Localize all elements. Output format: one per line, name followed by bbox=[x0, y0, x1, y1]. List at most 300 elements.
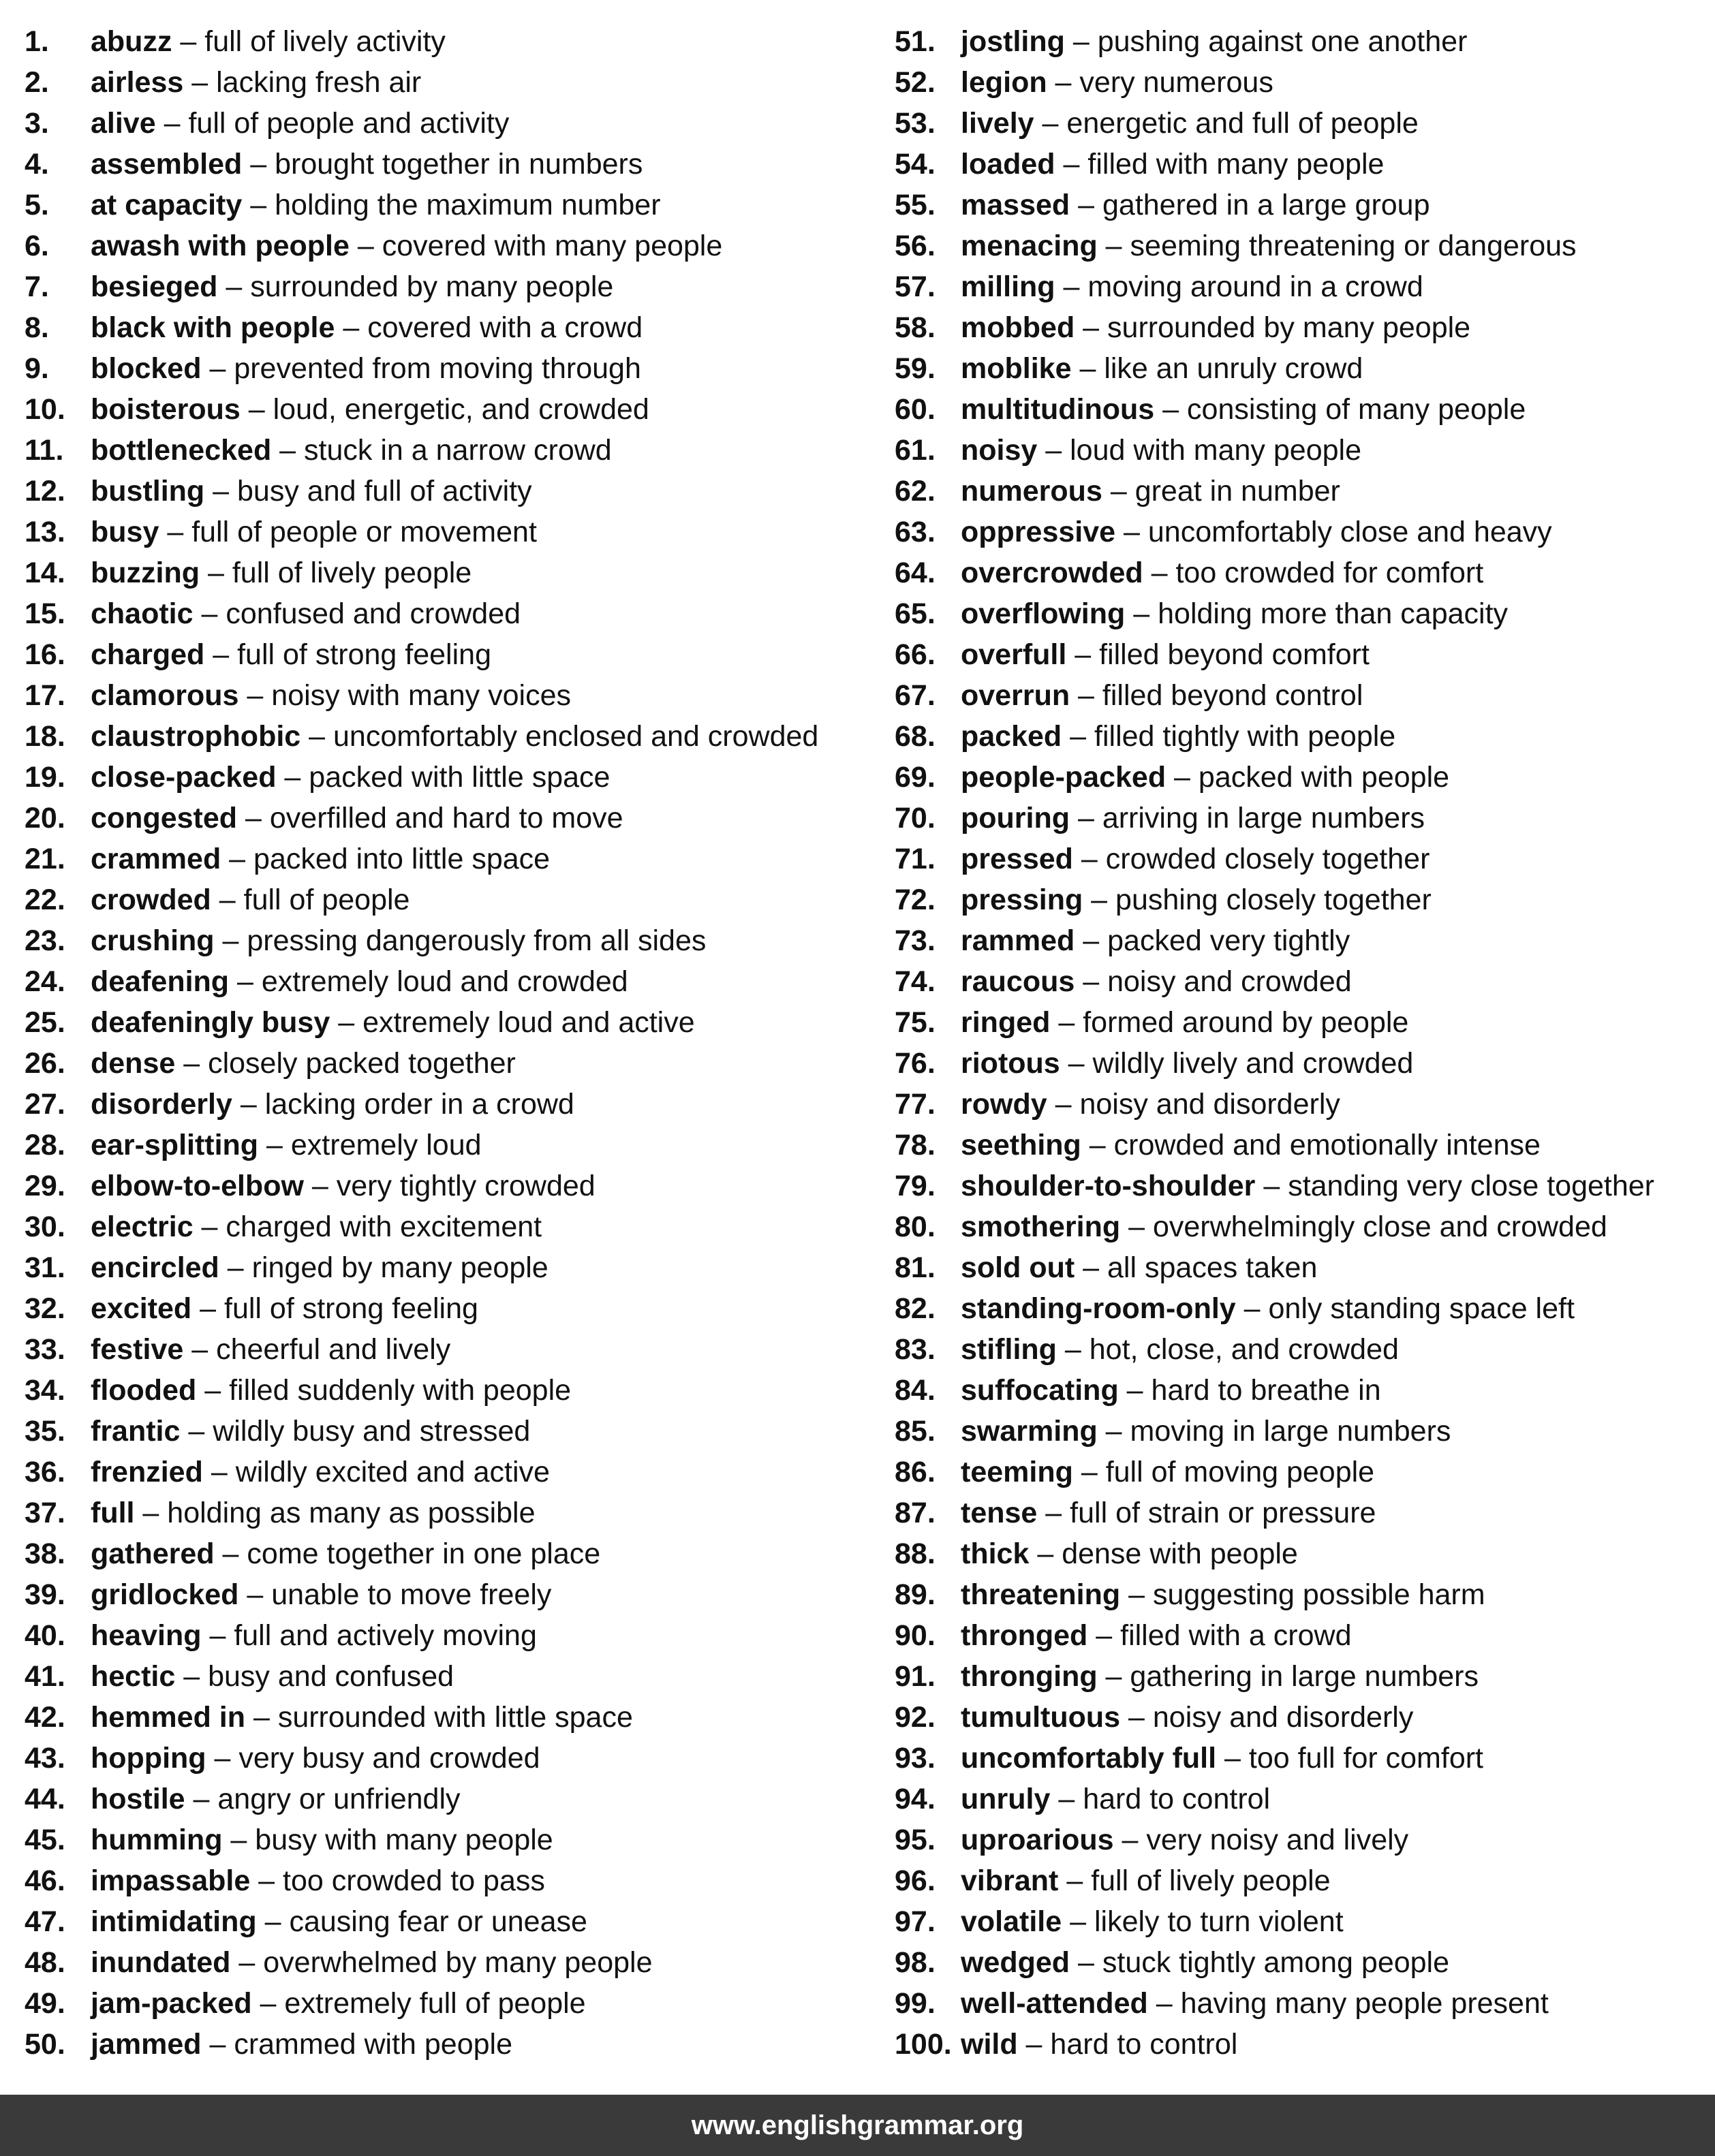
list-item bbox=[895, 716, 1712, 757]
list-item-definition: wildly busy and stressed bbox=[213, 1415, 531, 1448]
list-item-separator: – bbox=[237, 802, 270, 834]
list-item-word: hopping bbox=[91, 1742, 206, 1775]
list-item-definition: too full for comfort bbox=[1248, 1742, 1484, 1775]
list-item-number: 76. bbox=[895, 1047, 936, 1080]
list-item bbox=[895, 1206, 1712, 1247]
list-item-word: humming bbox=[91, 1824, 223, 1856]
list-item bbox=[895, 1125, 1712, 1166]
list-item bbox=[895, 225, 1712, 266]
list-item-word: overrun bbox=[961, 679, 1070, 712]
list-item-number: 31. bbox=[25, 1251, 65, 1284]
list-item-number: 30. bbox=[25, 1210, 65, 1243]
list-item bbox=[895, 879, 1712, 920]
list-item-number: 7. bbox=[25, 270, 49, 303]
list-item bbox=[895, 1084, 1712, 1125]
list-item-definition: full of strong feeling bbox=[237, 638, 491, 671]
list-item-separator: – bbox=[1143, 557, 1176, 589]
list-item-definition: filled tightly with people bbox=[1094, 720, 1396, 753]
list-item-definition: covered with many people bbox=[382, 230, 723, 262]
list-item bbox=[895, 21, 1712, 62]
list-item-definition: great in number bbox=[1134, 475, 1340, 507]
list-item-word: congested bbox=[91, 802, 238, 834]
list-item-definition: full of people bbox=[243, 884, 410, 916]
list-item-number: 8. bbox=[25, 311, 49, 344]
list-item bbox=[25, 552, 876, 593]
list-item bbox=[25, 757, 876, 798]
list-item-number: 29. bbox=[25, 1170, 65, 1202]
list-item-number: 86. bbox=[895, 1456, 936, 1488]
list-item-definition: pressing dangerously from all sides bbox=[247, 924, 707, 957]
list-item-number: 38. bbox=[25, 1537, 65, 1570]
list-item-number: 100. bbox=[895, 2028, 952, 2061]
list-item-definition: packed with people bbox=[1198, 761, 1450, 794]
list-item bbox=[895, 1043, 1712, 1084]
list-item-number: 72. bbox=[895, 884, 936, 916]
list-item bbox=[25, 266, 876, 307]
list-item-separator: – bbox=[1097, 230, 1130, 262]
list-item-word: charged bbox=[91, 638, 205, 671]
list-item-number: 48. bbox=[25, 1946, 65, 1979]
list-item-definition: packed into little space bbox=[253, 843, 551, 875]
list-item-word: abuzz bbox=[91, 25, 172, 58]
list-item bbox=[895, 1697, 1712, 1738]
list-item-definition: lacking order in a crowd bbox=[264, 1088, 574, 1121]
footer-banner bbox=[0, 2095, 1715, 2156]
list-item-number: 79. bbox=[895, 1170, 936, 1202]
list-item bbox=[25, 1288, 876, 1329]
list-item-definition: lacking fresh air bbox=[216, 66, 422, 99]
list-item-separator: – bbox=[1072, 1456, 1106, 1488]
list-item-separator: – bbox=[180, 1415, 213, 1448]
list-item-number: 37. bbox=[25, 1497, 65, 1529]
list-item-definition: noisy and crowded bbox=[1107, 965, 1352, 998]
list-item-word: smothering bbox=[961, 1210, 1121, 1243]
list-item-number: 44. bbox=[25, 1783, 65, 1815]
list-item bbox=[25, 2024, 876, 2065]
list-item-separator: – bbox=[229, 965, 262, 998]
list-item-word: volatile bbox=[961, 1905, 1062, 1938]
list-item-word: deafeningly busy bbox=[91, 1006, 330, 1039]
list-item-word: chaotic bbox=[91, 597, 194, 630]
list-item bbox=[895, 839, 1712, 879]
list-item bbox=[25, 716, 876, 757]
list-item bbox=[25, 1084, 876, 1125]
list-item-number: 55. bbox=[895, 189, 936, 221]
list-item-separator: – bbox=[1037, 434, 1070, 467]
list-item-number: 52. bbox=[895, 66, 936, 99]
list-item bbox=[25, 21, 876, 62]
list-item-number: 24. bbox=[25, 965, 65, 998]
list-item-number: 96. bbox=[895, 1864, 936, 1897]
list-item-separator: – bbox=[1070, 802, 1102, 834]
list-item bbox=[25, 1247, 876, 1288]
list-item-definition: filled beyond control bbox=[1102, 679, 1363, 712]
list-item-number: 19. bbox=[25, 761, 65, 794]
list-item-definition: holding as many as possible bbox=[167, 1497, 536, 1529]
list-item-word: overflowing bbox=[961, 597, 1126, 630]
list-item-word: thronged bbox=[961, 1619, 1088, 1652]
list-item-definition: all spaces taken bbox=[1107, 1251, 1318, 1284]
list-item-separator: – bbox=[206, 1742, 239, 1775]
list-item-definition: very numerous bbox=[1079, 66, 1273, 99]
list-item-number: 87. bbox=[895, 1497, 936, 1529]
list-item-definition: hard to breathe in bbox=[1151, 1374, 1381, 1407]
list-item-word: crowded bbox=[91, 884, 211, 916]
list-item-definition: standing very close together bbox=[1288, 1170, 1655, 1202]
list-item bbox=[25, 389, 876, 430]
list-item-separator: – bbox=[1047, 1088, 1080, 1121]
list-item-word: festive bbox=[91, 1333, 184, 1366]
list-item-word: excited bbox=[91, 1292, 192, 1325]
list-item-number: 20. bbox=[25, 802, 65, 834]
list-item-separator: – bbox=[1062, 720, 1095, 753]
list-item-word: elbow-to-elbow bbox=[91, 1170, 304, 1202]
list-item-separator: – bbox=[1055, 270, 1088, 303]
list-item bbox=[895, 1656, 1712, 1697]
list-item-definition: hard to control bbox=[1083, 1783, 1271, 1815]
list-item-separator: – bbox=[1120, 1701, 1153, 1734]
list-item-definition: charged with excitement bbox=[226, 1210, 542, 1243]
list-item-definition: confused and crowded bbox=[226, 597, 521, 630]
list-item-word: crammed bbox=[91, 843, 221, 875]
list-item-number: 69. bbox=[895, 761, 936, 794]
list-item-number: 97. bbox=[895, 1905, 936, 1938]
list-item-definition: extremely loud and crowded bbox=[261, 965, 628, 998]
list-item-separator: – bbox=[242, 189, 275, 221]
list-item-definition: formed around by people bbox=[1083, 1006, 1409, 1039]
list-item-definition: overfilled and hard to move bbox=[269, 802, 623, 834]
list-item-definition: packed very tightly bbox=[1107, 924, 1350, 957]
list-item-number: 74. bbox=[895, 965, 936, 998]
list-item bbox=[25, 593, 876, 634]
list-item-word: uncomfortably full bbox=[961, 1742, 1217, 1775]
list-item-word: well-attended bbox=[961, 1987, 1148, 2020]
list-item-definition: crowded closely together bbox=[1105, 843, 1430, 875]
list-item bbox=[895, 593, 1712, 634]
list-item-number: 64. bbox=[895, 557, 936, 589]
list-item bbox=[25, 348, 876, 389]
list-item-separator: – bbox=[258, 1129, 291, 1161]
list-item-separator: – bbox=[159, 516, 192, 548]
list-item-separator: – bbox=[1087, 1619, 1121, 1652]
list-item bbox=[25, 1983, 876, 2024]
list-item-number: 22. bbox=[25, 884, 65, 916]
list-item-definition: crowded and emotionally intense bbox=[1113, 1129, 1541, 1161]
list-item-number: 34. bbox=[25, 1374, 65, 1407]
list-item-number: 23. bbox=[25, 924, 65, 957]
list-item-definition: like an unruly crowd bbox=[1104, 352, 1363, 385]
list-item-word: milling bbox=[961, 270, 1055, 303]
list-item-number: 80. bbox=[895, 1210, 936, 1243]
list-item-separator: – bbox=[1050, 1783, 1083, 1815]
list-item-number: 11. bbox=[25, 434, 64, 467]
list-item-separator: – bbox=[1097, 1415, 1130, 1448]
list-item bbox=[25, 798, 876, 839]
list-item-separator: – bbox=[1075, 1251, 1108, 1284]
list-item bbox=[895, 512, 1712, 552]
list-item-word: bottlenecked bbox=[91, 434, 272, 467]
list-item-definition: surrounded with little space bbox=[277, 1701, 633, 1734]
list-item-word: seething bbox=[961, 1129, 1081, 1161]
list-item-definition: full of strain or pressure bbox=[1070, 1497, 1376, 1529]
list-item-number: 51. bbox=[895, 25, 936, 58]
list-item bbox=[895, 62, 1712, 103]
list-item-separator: – bbox=[222, 1824, 256, 1856]
list-item-number: 9. bbox=[25, 352, 49, 385]
list-item-word: loaded bbox=[961, 148, 1055, 181]
list-item bbox=[25, 1779, 876, 1819]
list-item bbox=[25, 1411, 876, 1452]
list-item-separator: – bbox=[335, 311, 368, 344]
list-item-definition: full of strong feeling bbox=[224, 1292, 478, 1325]
list-item-separator: – bbox=[1062, 1905, 1094, 1938]
list-item-definition: hard to control bbox=[1050, 2028, 1238, 2061]
list-item-definition: surrounded by many people bbox=[1107, 311, 1471, 344]
list-item-definition: suggesting possible harm bbox=[1152, 1578, 1485, 1611]
list-item-number: 75. bbox=[895, 1006, 936, 1039]
list-item bbox=[25, 512, 876, 552]
list-item-number: 66. bbox=[895, 638, 936, 671]
list-item-separator: – bbox=[1075, 311, 1108, 344]
list-item-separator: – bbox=[1071, 352, 1104, 385]
list-item-separator: – bbox=[1120, 1578, 1153, 1611]
list-item-number: 93. bbox=[895, 1742, 936, 1775]
list-item-word: full bbox=[91, 1497, 135, 1529]
list-item-word: intimidating bbox=[91, 1905, 257, 1938]
list-item-separator: – bbox=[1058, 1864, 1092, 1897]
list-item bbox=[895, 1615, 1712, 1656]
list-item-definition: moving around in a crowd bbox=[1087, 270, 1423, 303]
list-item-word: standing-room-only bbox=[961, 1292, 1236, 1325]
list-item-number: 27. bbox=[25, 1088, 65, 1121]
list-item-number: 57. bbox=[895, 270, 936, 303]
list-item-word: teeming bbox=[961, 1456, 1073, 1488]
list-item-separator: – bbox=[175, 1047, 208, 1080]
list-item-definition: very noisy and lively bbox=[1146, 1824, 1409, 1856]
list-item-separator: – bbox=[1029, 1537, 1062, 1570]
list-item-definition: busy and full of activity bbox=[237, 475, 532, 507]
list-item-word: disorderly bbox=[91, 1088, 232, 1121]
list-item-word: bustling bbox=[91, 475, 205, 507]
list-item-separator: – bbox=[1075, 924, 1108, 957]
list-item-word: people-packed bbox=[961, 761, 1166, 794]
list-item-word: lively bbox=[961, 107, 1034, 140]
list-item-separator: – bbox=[1070, 679, 1102, 712]
list-item-definition: uncomfortably close and heavy bbox=[1147, 516, 1552, 548]
list-item-number: 78. bbox=[895, 1129, 936, 1161]
list-item bbox=[895, 1329, 1712, 1370]
list-item-separator: – bbox=[201, 2028, 234, 2061]
list-item bbox=[25, 62, 876, 103]
list-item-separator: – bbox=[191, 1292, 225, 1325]
list-item-separator: – bbox=[1056, 1333, 1090, 1366]
list-item-separator: – bbox=[303, 1170, 337, 1202]
list-item-separator: – bbox=[172, 25, 205, 58]
list-item-separator: – bbox=[1055, 148, 1088, 181]
list-item bbox=[25, 1452, 876, 1493]
list-item-word: ringed bbox=[961, 1006, 1051, 1039]
list-item-word: dense bbox=[91, 1047, 176, 1080]
list-item-separator: – bbox=[1060, 1047, 1093, 1080]
list-item-separator: – bbox=[230, 1946, 264, 1979]
list-item-separator: – bbox=[240, 393, 273, 426]
list-item-number: 26. bbox=[25, 1047, 65, 1080]
list-item bbox=[895, 961, 1712, 1002]
list-item-separator: – bbox=[217, 270, 251, 303]
list-item bbox=[895, 757, 1712, 798]
list-item-number: 81. bbox=[895, 1251, 936, 1284]
list-item bbox=[895, 1738, 1712, 1779]
word-list-column-right bbox=[895, 21, 1712, 2065]
list-item-word: jammed bbox=[91, 2028, 202, 2061]
list-item-separator: – bbox=[214, 1537, 247, 1570]
list-item-separator: – bbox=[1083, 884, 1116, 916]
list-item-definition: seeming threatening or dangerous bbox=[1130, 230, 1577, 262]
list-item-separator: – bbox=[202, 1456, 236, 1488]
list-item-number: 25. bbox=[25, 1006, 65, 1039]
list-item bbox=[25, 1738, 876, 1779]
list-item-number: 84. bbox=[895, 1374, 936, 1407]
list-item-number: 18. bbox=[25, 720, 65, 753]
list-item-number: 88. bbox=[895, 1537, 936, 1570]
list-item-word: ear-splitting bbox=[91, 1129, 259, 1161]
list-item bbox=[895, 1452, 1712, 1493]
list-item-word: flooded bbox=[91, 1374, 197, 1407]
list-item-number: 33. bbox=[25, 1333, 65, 1366]
list-item-definition: full of people or movement bbox=[191, 516, 537, 548]
list-item bbox=[895, 1779, 1712, 1819]
list-item-definition: pushing against one another bbox=[1097, 25, 1468, 58]
list-item bbox=[895, 552, 1712, 593]
list-item-definition: filled with a crowd bbox=[1120, 1619, 1352, 1652]
list-item bbox=[895, 103, 1712, 144]
list-item-definition: arriving in large numbers bbox=[1102, 802, 1425, 834]
list-item-word: deafening bbox=[91, 965, 230, 998]
list-item-word: heaving bbox=[91, 1619, 202, 1652]
list-item-separator: – bbox=[219, 1251, 252, 1284]
list-item-definition: gathered in a large group bbox=[1102, 189, 1430, 221]
list-item-number: 39. bbox=[25, 1578, 65, 1611]
list-item-word: menacing bbox=[961, 230, 1098, 262]
list-item-separator: – bbox=[238, 1578, 272, 1611]
list-item-word: massed bbox=[961, 189, 1070, 221]
list-item-word: assembled bbox=[91, 148, 243, 181]
list-item-word: jostling bbox=[961, 25, 1065, 58]
list-item bbox=[25, 1493, 876, 1533]
list-item-definition: busy with many people bbox=[255, 1824, 553, 1856]
list-item-separator: – bbox=[134, 1497, 168, 1529]
list-item-definition: dense with people bbox=[1062, 1537, 1298, 1570]
list-item-number: 65. bbox=[895, 597, 936, 630]
list-item-word: threatening bbox=[961, 1578, 1121, 1611]
list-item bbox=[895, 1288, 1712, 1329]
list-item-definition: full of people and activity bbox=[188, 107, 510, 140]
list-item-number: 40. bbox=[25, 1619, 65, 1652]
list-item bbox=[895, 389, 1712, 430]
list-item-definition: brought together in numbers bbox=[275, 148, 643, 181]
list-item-number: 15. bbox=[25, 597, 65, 630]
list-item-separator: – bbox=[1216, 1742, 1249, 1775]
list-item-word: overcrowded bbox=[961, 557, 1143, 589]
list-item-definition: busy and confused bbox=[208, 1660, 454, 1693]
list-item-separator: – bbox=[1072, 843, 1106, 875]
list-item-number: 60. bbox=[895, 393, 936, 426]
list-item-number: 82. bbox=[895, 1292, 936, 1325]
list-item-separator: – bbox=[1097, 1660, 1130, 1693]
list-item-word: impassable bbox=[91, 1864, 251, 1897]
list-item-number: 91. bbox=[895, 1660, 936, 1693]
word-list bbox=[0, 21, 1715, 2065]
list-item-number: 50. bbox=[25, 2028, 65, 2061]
list-item-word: mobbed bbox=[961, 311, 1075, 344]
list-item-word: numerous bbox=[961, 475, 1102, 507]
list-item-separator: – bbox=[193, 1210, 226, 1243]
list-item bbox=[895, 1166, 1712, 1206]
list-item bbox=[895, 1574, 1712, 1615]
list-item-separator: – bbox=[193, 597, 226, 630]
list-item-definition: filled with many people bbox=[1087, 148, 1385, 181]
list-item-word: besieged bbox=[91, 270, 218, 303]
list-item bbox=[895, 1493, 1712, 1533]
list-item-separator: – bbox=[1070, 189, 1102, 221]
list-item-separator: – bbox=[185, 1783, 218, 1815]
list-item bbox=[895, 920, 1712, 961]
list-item-separator: – bbox=[1118, 1374, 1152, 1407]
list-item-definition: closely packed together bbox=[208, 1047, 516, 1080]
list-item bbox=[25, 1574, 876, 1615]
list-item-number: 41. bbox=[25, 1660, 65, 1693]
list-item-number: 32. bbox=[25, 1292, 65, 1325]
list-item-word: awash with people bbox=[91, 230, 350, 262]
list-item bbox=[25, 1533, 876, 1574]
list-item bbox=[25, 1697, 876, 1738]
list-item-word: frantic bbox=[91, 1415, 181, 1448]
list-item-separator: – bbox=[1064, 25, 1098, 58]
list-item-definition: angry or unfriendly bbox=[217, 1783, 461, 1815]
list-item-separator: – bbox=[349, 230, 382, 262]
list-item-definition: extremely full of people bbox=[284, 1987, 586, 2020]
list-item-word: overfull bbox=[961, 638, 1067, 671]
list-item bbox=[25, 920, 876, 961]
list-item-definition: crammed with people bbox=[234, 2028, 513, 2061]
list-item-number: 2. bbox=[25, 66, 49, 99]
list-item-definition: extremely loud and active bbox=[362, 1006, 695, 1039]
list-item bbox=[895, 1983, 1712, 2024]
list-item-definition: noisy and disorderly bbox=[1079, 1088, 1340, 1121]
list-item-separator: – bbox=[201, 1619, 234, 1652]
list-item-word: gathered bbox=[91, 1537, 215, 1570]
list-item bbox=[895, 307, 1712, 348]
list-item bbox=[895, 1247, 1712, 1288]
list-item-definition: full of lively people bbox=[232, 557, 472, 589]
list-item bbox=[25, 1819, 876, 1860]
list-item-definition: likely to turn violent bbox=[1094, 1905, 1344, 1938]
list-item-definition: wildly excited and active bbox=[235, 1456, 550, 1488]
list-item-word: multitudinous bbox=[961, 393, 1155, 426]
list-item-number: 58. bbox=[895, 311, 936, 344]
list-item-definition: holding the maximum number bbox=[275, 189, 661, 221]
list-item bbox=[25, 961, 876, 1002]
list-item bbox=[25, 1043, 876, 1084]
list-item-word: pressing bbox=[961, 884, 1083, 916]
list-item bbox=[25, 1166, 876, 1206]
list-item-definition: noisy and disorderly bbox=[1152, 1701, 1414, 1734]
list-item-word: pouring bbox=[961, 802, 1070, 834]
list-item-definition: wildly lively and crowded bbox=[1092, 1047, 1414, 1080]
list-item-number: 4. bbox=[25, 148, 49, 181]
list-item-number: 98. bbox=[895, 1946, 936, 1979]
list-item-number: 71. bbox=[895, 843, 936, 875]
